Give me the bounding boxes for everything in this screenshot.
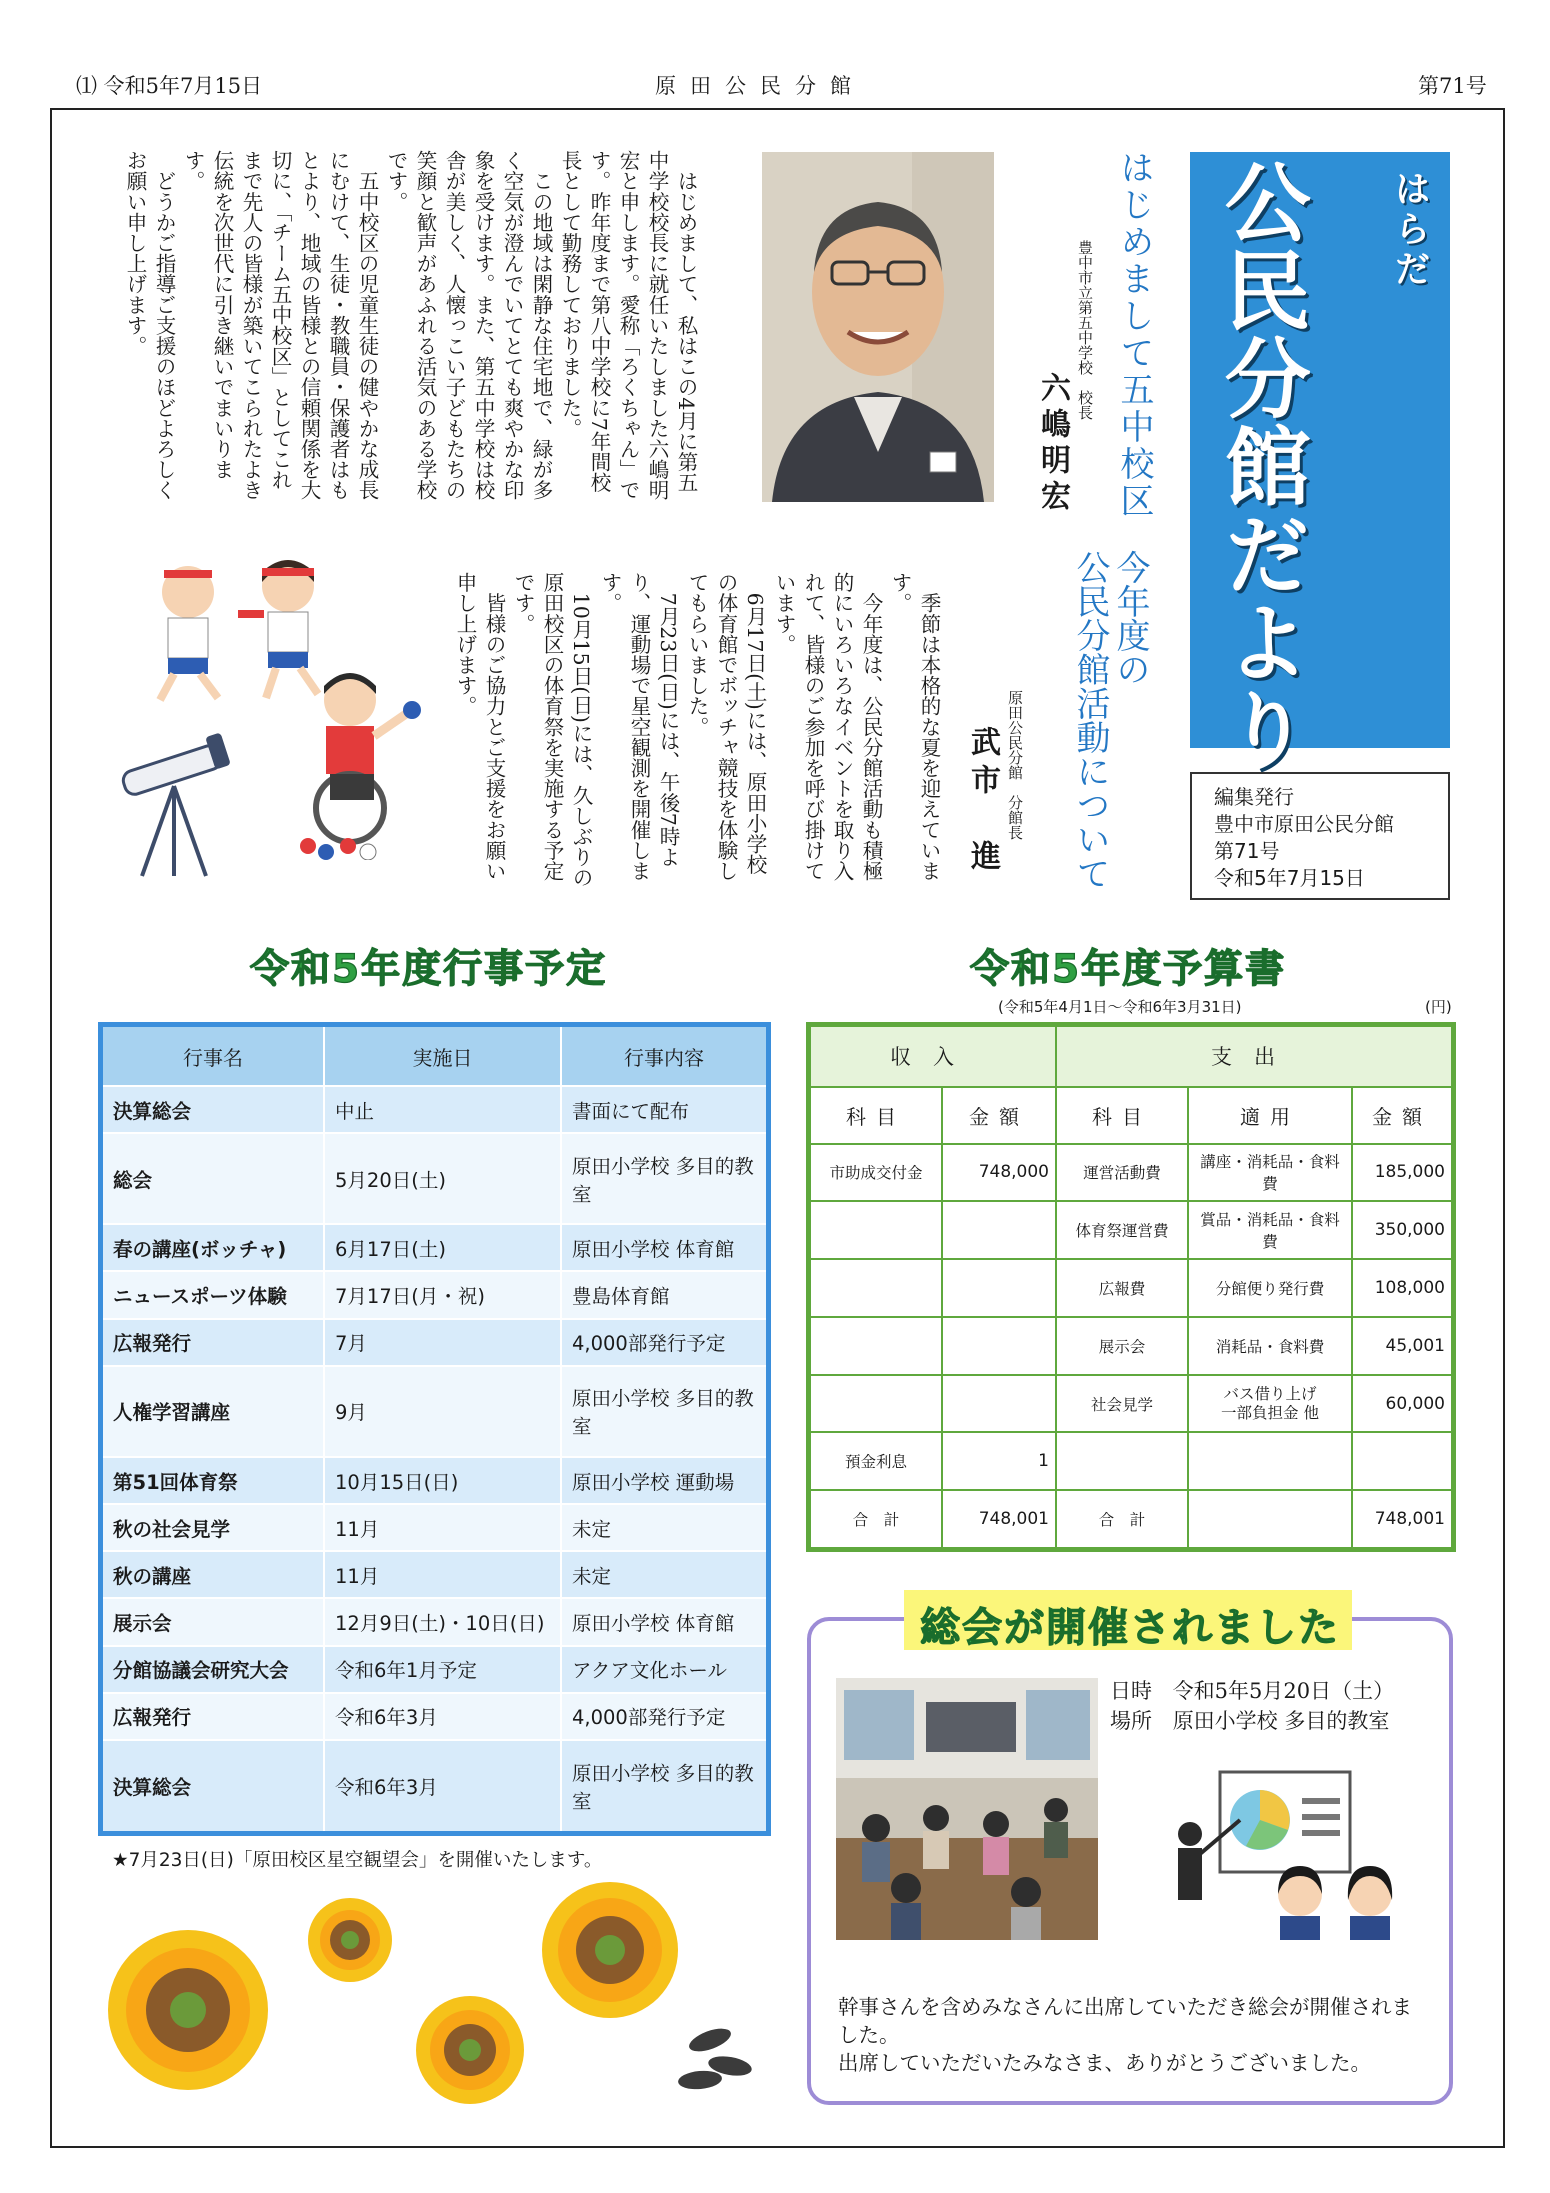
expense-amount: 108,000 xyxy=(1352,1259,1454,1317)
event-content: 書面にて配布 xyxy=(561,1086,769,1133)
budget-group-row xyxy=(809,1025,1454,1087)
events-header-row xyxy=(101,1025,769,1087)
activity-author-name: 武市 進 xyxy=(965,726,1000,878)
event-name: 分館協議会研究大会 xyxy=(101,1646,325,1693)
publisher-org: 豊中市原田公民分館 xyxy=(1214,812,1394,836)
event-content: 原田小学校 体育館 xyxy=(561,1598,769,1645)
table-row xyxy=(101,1133,769,1224)
table-row xyxy=(101,1086,769,1133)
event-content: 原田小学校 多目的教室 xyxy=(561,1133,769,1224)
budget-income-header: 収入 xyxy=(809,1025,1057,1087)
meeting-date: 令和5年5月20日（土） xyxy=(1172,1679,1395,1703)
income-item: 市助成交付金 xyxy=(809,1144,943,1202)
table-row xyxy=(101,1504,769,1551)
events-header-content: 行事内容 xyxy=(561,1025,769,1087)
income-item: 預金利息 xyxy=(809,1432,943,1490)
event-content: 原田小学校 多目的教室 xyxy=(561,1740,769,1834)
expense-item: 展示会 xyxy=(1056,1317,1188,1375)
meeting-photo xyxy=(836,1678,1098,1940)
expense-total-label: 合 計 xyxy=(1056,1490,1188,1549)
budget-subheader-row xyxy=(809,1087,1454,1144)
event-content: アクア文化ホール xyxy=(561,1646,769,1693)
event-name: 決算総会 xyxy=(101,1740,325,1834)
event-date: 11月 xyxy=(324,1504,561,1551)
publisher-date: 令和5年7月15日 xyxy=(1214,866,1365,890)
table-row xyxy=(809,1201,1454,1259)
expense-usage: 消耗品・食料費 xyxy=(1188,1317,1352,1375)
event-content: 4,000部発行予定 xyxy=(561,1693,769,1740)
expense-amount xyxy=(1352,1432,1454,1490)
event-name: 秋の講座 xyxy=(101,1551,325,1598)
masthead-title: 公民分館だより xyxy=(1209,158,1310,774)
event-date: 11月 xyxy=(324,1551,561,1598)
principal-school: 豊中市立第五中学校 校長 xyxy=(1076,240,1094,420)
event-name: 総会 xyxy=(101,1133,325,1224)
sunflowers-illustration xyxy=(100,1880,780,2110)
budget-period: (令和5年4月1日～令和6年3月31日) xyxy=(998,998,1242,1016)
event-content: 未定 xyxy=(561,1504,769,1551)
budget-col-amount: 金額 xyxy=(1352,1087,1454,1144)
principal-article-body: はじめまして、私はこの4月に第五中学校校長に就任いたしました六嶋明宏と申します。愛称「ろくちゃん」です。昨年度まで第八中学校に7年間校長として勤務しておりました。 この地域は閑静な住宅地で、緑が多く空気が澄んでいてとても爽やかな印象を受けます。また、第五中学校は校舎が美しく、人懐っこい子どもたちの笑顔と歓声があふれる活気のある学校です。 五中校区の児童生徒の健やかな成長にむけて、生徒・教職員・保護者はもとより、地域の皆様との信頼関係を大切に、「チーム五中校区」としてこれまで先人の皆様が築いてこられたよき伝統を次世代に引き継いでまいります。 どうかご指導ご支援のほどよろしくお願い申し上げます。 xyxy=(123,150,698,501)
income-amount xyxy=(942,1375,1056,1433)
table-row xyxy=(809,1432,1454,1490)
event-content: 豊島体育館 xyxy=(561,1271,769,1318)
principal-name: 六嶋明宏 xyxy=(1035,372,1070,516)
event-name: 人権学習講座 xyxy=(101,1366,325,1457)
event-content: 原田小学校 体育館 xyxy=(561,1224,769,1271)
event-date: 9月 xyxy=(324,1366,561,1457)
expense-amount: 350,000 xyxy=(1352,1201,1454,1259)
principal-photo xyxy=(762,152,994,502)
issue-date: ⑴ 令和5年7月15日 xyxy=(76,74,263,98)
table-row xyxy=(101,1457,769,1504)
income-item xyxy=(809,1259,943,1317)
table-row xyxy=(101,1319,769,1366)
table-row xyxy=(101,1271,769,1318)
issue-number: 第71号 xyxy=(1418,74,1487,98)
income-total: 748,001 xyxy=(942,1490,1056,1549)
expense-item: 広報費 xyxy=(1056,1259,1188,1317)
event-name: 第51回体育祭 xyxy=(101,1457,325,1504)
budget-col-item: 科目 xyxy=(809,1087,943,1144)
event-date: 中止 xyxy=(324,1086,561,1133)
event-content: 原田小学校 運動場 xyxy=(561,1457,769,1504)
publisher-label: 編集発行 xyxy=(1214,785,1294,809)
budget-col-amount: 金額 xyxy=(942,1087,1056,1144)
expense-amount: 45,001 xyxy=(1352,1317,1454,1375)
events-table xyxy=(98,1022,771,1836)
income-amount: 1 xyxy=(942,1432,1056,1490)
meeting-place-label: 場所 xyxy=(1110,1709,1152,1733)
event-date: 12月9日(土)・10日(日) xyxy=(324,1598,561,1645)
telescope-illustration xyxy=(112,728,242,880)
event-name: ニュースポーツ体験 xyxy=(101,1271,325,1318)
event-date: 7月17日(月・祝) xyxy=(324,1271,561,1318)
meeting-title: 総会が開催されました xyxy=(920,1605,1340,1651)
event-content: 未定 xyxy=(561,1551,769,1598)
event-date: 令和6年1月予定 xyxy=(324,1646,561,1693)
expense-usage: バス借り上げ 一部負担金 他 xyxy=(1188,1375,1352,1433)
budget-col-usage: 適用 xyxy=(1188,1087,1352,1144)
expense-amount: 60,000 xyxy=(1352,1375,1454,1433)
income-item xyxy=(809,1375,943,1433)
event-name: 秋の社会見学 xyxy=(101,1504,325,1551)
presentation-illustration xyxy=(1170,1770,1410,1940)
events-header-name: 行事名 xyxy=(101,1025,325,1087)
event-content: 4,000部発行予定 xyxy=(561,1319,769,1366)
event-name: 春の講座(ボッチャ) xyxy=(101,1224,325,1271)
budget-col-item: 科目 xyxy=(1056,1087,1188,1144)
expense-item: 運営活動費 xyxy=(1056,1144,1188,1202)
table-row xyxy=(101,1366,769,1457)
event-name: 決算総会 xyxy=(101,1086,325,1133)
meeting-date-label: 日時 xyxy=(1110,1679,1152,1703)
income-amount: 748,000 xyxy=(942,1144,1056,1202)
table-row xyxy=(101,1598,769,1645)
budget-section-title: 令和5年度予算書 xyxy=(970,947,1287,992)
expense-usage: 分館便り発行費 xyxy=(1188,1259,1352,1317)
event-date: 令和6年3月 xyxy=(324,1693,561,1740)
table-row xyxy=(101,1693,769,1740)
meeting-report-text: 幹事さんを含めみなさんに出席していただき総会が開催されました。 出席していただいたみなさま、ありがとうございました。 xyxy=(838,1995,1412,2075)
table-row xyxy=(809,1144,1454,1202)
events-section-title: 令和5年度行事予定 xyxy=(250,947,608,992)
income-total-label: 合 計 xyxy=(809,1490,943,1549)
expense-item: 社会見学 xyxy=(1056,1375,1188,1433)
table-row xyxy=(101,1646,769,1693)
activity-article-title: 今年度の 公民分館活動について xyxy=(1070,550,1150,890)
budget-expense-header: 支出 xyxy=(1056,1025,1454,1087)
masthead-ruby: はらだ xyxy=(1389,170,1431,290)
publisher-info-box xyxy=(1190,772,1450,900)
expense-item xyxy=(1056,1432,1188,1490)
income-item xyxy=(809,1201,943,1259)
event-date: 10月15日(日) xyxy=(324,1457,561,1504)
table-row xyxy=(101,1224,769,1271)
expense-usage: 賞品・消耗品・食料費 xyxy=(1188,1201,1352,1259)
events-header-date: 実施日 xyxy=(324,1025,561,1087)
activity-article-body: 季節は本格的な夏を迎えています。 今年度は、公民分館活動も積極的にいろいろなイベントを取り入れて、皆様のご参加を呼び掛けています。 6月17日(土)には、原田小学校の体育館でボッチャ競技を体験してもらいました。 7月23日(日)には、午後7時より、運動場で星空観測を開催します。 10月15日(日)には、久しぶりの原田校区の体育祭を実施する予定です。 皆様のご協力とご支援をお願い申し上げます。 xyxy=(453,572,941,888)
table-row xyxy=(809,1317,1454,1375)
activity-author-org: 原田公民分館 分館長 xyxy=(1006,690,1024,840)
table-row xyxy=(809,1490,1454,1549)
events-note: ★7月23日(日)「原田校区星空観望会」を開催いたします。 xyxy=(112,1850,603,1871)
boccia-player-illustration xyxy=(290,660,450,860)
event-name: 広報発行 xyxy=(101,1693,325,1740)
table-row xyxy=(101,1551,769,1598)
meeting-place-line xyxy=(1110,1706,1394,1736)
budget-table xyxy=(806,1022,1456,1552)
expense-total: 748,001 xyxy=(1352,1490,1454,1549)
meeting-date-line xyxy=(1110,1676,1394,1706)
event-content: 原田小学校 多目的教室 xyxy=(561,1366,769,1457)
income-amount xyxy=(942,1317,1056,1375)
publisher-issue-number: 第71号 xyxy=(1214,839,1280,863)
table-row xyxy=(101,1740,769,1834)
event-date: 5月20日(土) xyxy=(324,1133,561,1224)
expense-item: 体育祭運営費 xyxy=(1056,1201,1188,1259)
table-row xyxy=(809,1259,1454,1317)
expense-usage: 講座・消耗品・食料費 xyxy=(1188,1144,1352,1202)
principal-article-title: はじめまして五中校区 xyxy=(1114,150,1154,520)
header-org-name: 原田公民分館 xyxy=(655,74,865,98)
event-name: 広報発行 xyxy=(101,1319,325,1366)
meeting-info xyxy=(1110,1676,1394,1736)
income-amount xyxy=(942,1259,1056,1317)
event-date: 7月 xyxy=(324,1319,561,1366)
event-name: 展示会 xyxy=(101,1598,325,1645)
income-amount xyxy=(942,1201,1056,1259)
event-date: 令和6年3月 xyxy=(324,1740,561,1834)
expense-usage xyxy=(1188,1490,1352,1549)
budget-unit: (円) xyxy=(1425,998,1452,1016)
income-item xyxy=(809,1317,943,1375)
expense-amount: 185,000 xyxy=(1352,1144,1454,1202)
event-date: 6月17日(土) xyxy=(324,1224,561,1271)
table-row xyxy=(809,1375,1454,1433)
meeting-place: 原田小学校 多目的教室 xyxy=(1172,1709,1390,1733)
expense-usage xyxy=(1188,1432,1352,1490)
